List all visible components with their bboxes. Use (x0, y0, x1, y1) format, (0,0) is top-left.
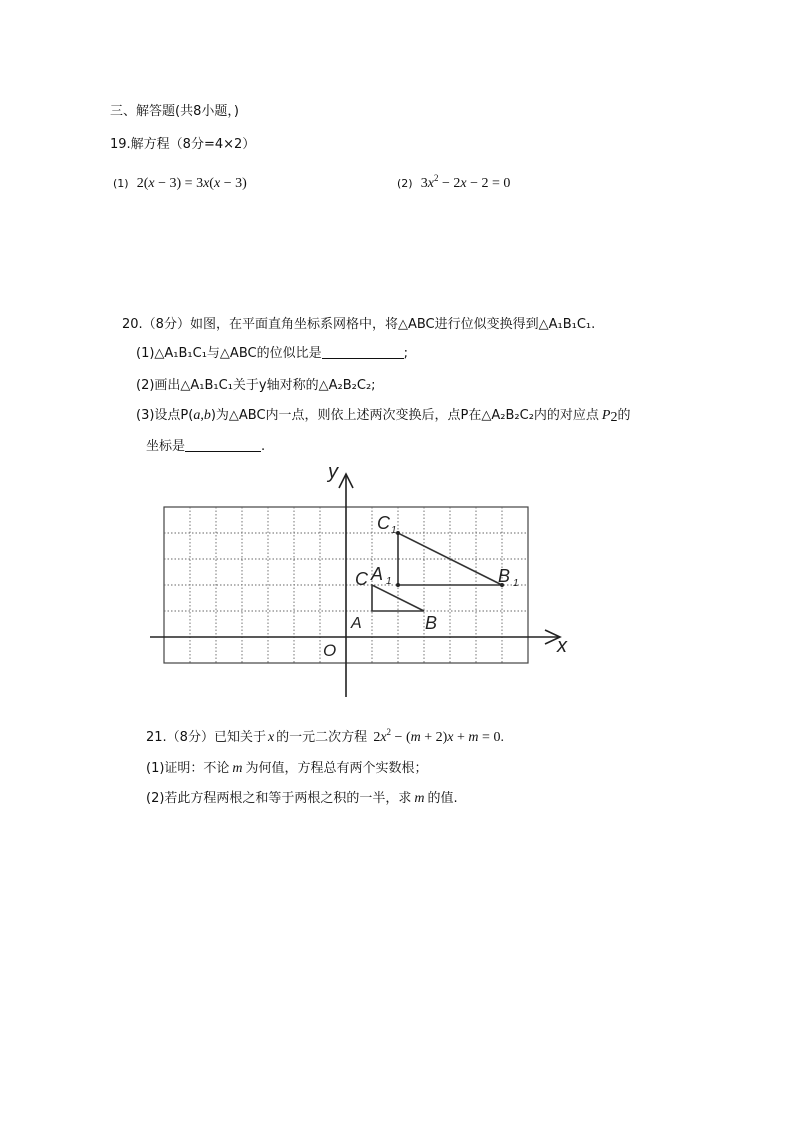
label-A: A (351, 615, 362, 632)
q19-heading: 19.解方程（8分=4×2） (110, 137, 256, 152)
x-axis-label: x (557, 635, 567, 657)
q19-part2-equation: $3x^2 - 2x - 2 = 0$ (420, 173, 511, 191)
q19-part1-equation: 2(x − 3) = 3x(x − 3) (136, 176, 247, 191)
q21-equation: $2x^2 - (m + 2)x + m = 0$. (373, 727, 504, 745)
q21-sub1: (1)证明：不论 m 为何值，方程总有两个实数根； (146, 761, 428, 776)
q20-sub3-line2: 坐标是 . (146, 439, 266, 454)
origin-label: O (323, 641, 337, 660)
q20-sub3: (3)设点P(a,b)为△ABC内一点，则依上述两次变换后，点P在△A₂B₂C₂内的对应点 $P_2$的 (136, 408, 631, 425)
section-title: 三、解答题(共8小题，) (110, 104, 239, 119)
q21-sub2: (2)若此方程两根之和等于两根之积的一半，求 m 的值. (146, 791, 458, 806)
q20-sub2: (2)画出△A₁B₁C₁关于y轴对称的△A₂B₂C₂; (136, 378, 376, 393)
label-C1: C (377, 513, 390, 533)
label-B1-subscript: 1 (513, 578, 519, 589)
y-axis-label: y (328, 461, 338, 483)
label-A1-subscript: 1 (386, 576, 392, 587)
label-C: C (355, 569, 368, 589)
q20-heading: 20.（8分）如图，在平面直角坐标系网格中，将△ABC进行位似变换得到△A₁B₁C₁. (122, 317, 596, 332)
q20-sub1: (1)△A₁B₁C₁与△ABC的位似比是 ; (136, 346, 408, 361)
triangles (372, 533, 502, 611)
label-C1-subscript: 1 (391, 525, 397, 536)
q19-part1-label: (1) (113, 177, 129, 190)
label-B1: B (498, 566, 511, 586)
label-A1: A (371, 564, 384, 584)
q21-heading: 21.（8分）已知关于 x 的一元二次方程 $2x^2 - (m + 2)x + m = 0$. (146, 727, 504, 745)
q19-part2-label: (2) (397, 177, 413, 190)
label-B: B (425, 613, 438, 633)
